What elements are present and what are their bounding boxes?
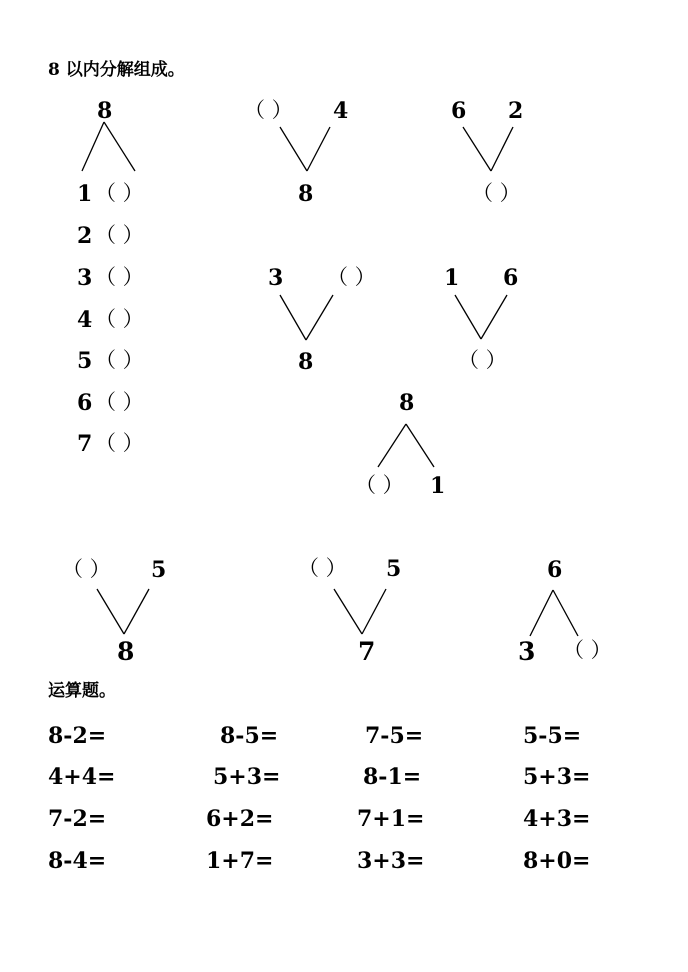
tree-bottom: 8 (298, 349, 314, 375)
split-part: 7 (77, 431, 93, 457)
section-heading-calculation: 运算题。 (48, 681, 116, 701)
tree-line (362, 589, 386, 634)
tree-line (307, 127, 330, 171)
tree-right-blank[interactable]: （ ） (563, 638, 612, 662)
split-part: 3 (77, 265, 93, 291)
answer-blank[interactable]: （ ） (95, 431, 144, 455)
tree-line (463, 127, 491, 171)
tree-line (124, 589, 149, 634)
equation: 5-5= (523, 723, 582, 749)
tree-line (280, 295, 306, 340)
tree-left-blank[interactable]: （ ） (355, 473, 404, 497)
split-whole: 8 (97, 98, 113, 124)
tree-right: 5 (386, 556, 402, 582)
equation: 7+1= (357, 806, 425, 832)
tree-right-blank[interactable]: （ ） (327, 265, 376, 289)
tree-left: 3 (518, 637, 536, 666)
tree-right: 5 (151, 557, 167, 583)
split-part: 1 (77, 181, 93, 207)
section-heading-decomposition: 8 以内分解组成。 (48, 60, 185, 80)
equation: 8-1= (363, 764, 422, 790)
tree-bottom-blank[interactable]: （ ） (472, 181, 521, 205)
equation: 8+0= (523, 848, 591, 874)
answer-blank[interactable]: （ ） (95, 265, 144, 289)
tree-bottom: 8 (298, 181, 314, 207)
tree-line (82, 122, 104, 171)
answer-blank[interactable]: （ ） (95, 307, 144, 331)
split-part: 4 (77, 307, 93, 333)
equation: 1+7= (206, 848, 274, 874)
equation: 3+3= (357, 848, 425, 874)
tree-right: 4 (333, 98, 349, 124)
equation: 5+3= (213, 764, 281, 790)
tree-bottom-blank[interactable]: （ ） (458, 348, 507, 372)
tree-right: 1 (430, 473, 446, 499)
tree-right: 2 (508, 98, 524, 124)
equation: 8-5= (220, 723, 279, 749)
tree-line (334, 589, 362, 634)
tree-bottom: 7 (358, 637, 376, 666)
answer-blank[interactable]: （ ） (95, 181, 144, 205)
tree-line (280, 127, 307, 171)
tree-line (97, 589, 124, 634)
tree-line (406, 424, 434, 467)
equation: 8-4= (48, 848, 107, 874)
tree-line (481, 295, 507, 339)
tree-line (553, 590, 578, 636)
tree-left-blank[interactable]: （ ） (62, 557, 111, 581)
tree-top: 8 (399, 390, 415, 416)
tree-line (378, 424, 406, 467)
split-part: 5 (77, 348, 93, 374)
tree-left-blank[interactable]: （ ） (244, 98, 293, 122)
tree-top: 6 (547, 557, 563, 583)
answer-blank[interactable]: （ ） (95, 348, 144, 372)
equation: 6+2= (206, 806, 274, 832)
tree-line (530, 590, 553, 636)
tree-line (306, 295, 333, 340)
tree-left: 1 (444, 265, 460, 291)
tree-line (491, 127, 513, 171)
tree-line (104, 122, 135, 171)
split-part: 6 (77, 390, 93, 416)
equation: 7-5= (365, 723, 424, 749)
equation: 7-2= (48, 806, 107, 832)
tree-left-blank[interactable]: （ ） (298, 556, 347, 580)
tree-left: 3 (268, 265, 284, 291)
tree-line (455, 295, 481, 339)
equation: 4+3= (523, 806, 591, 832)
equation: 8-2= (48, 723, 107, 749)
tree-bottom: 8 (117, 637, 135, 666)
tree-left: 6 (451, 98, 467, 124)
equation: 5+3= (523, 764, 591, 790)
split-part: 2 (77, 223, 93, 249)
answer-blank[interactable]: （ ） (95, 390, 144, 414)
answer-blank[interactable]: （ ） (95, 223, 144, 247)
tree-right: 6 (503, 265, 519, 291)
equation: 4+4= (48, 764, 116, 790)
